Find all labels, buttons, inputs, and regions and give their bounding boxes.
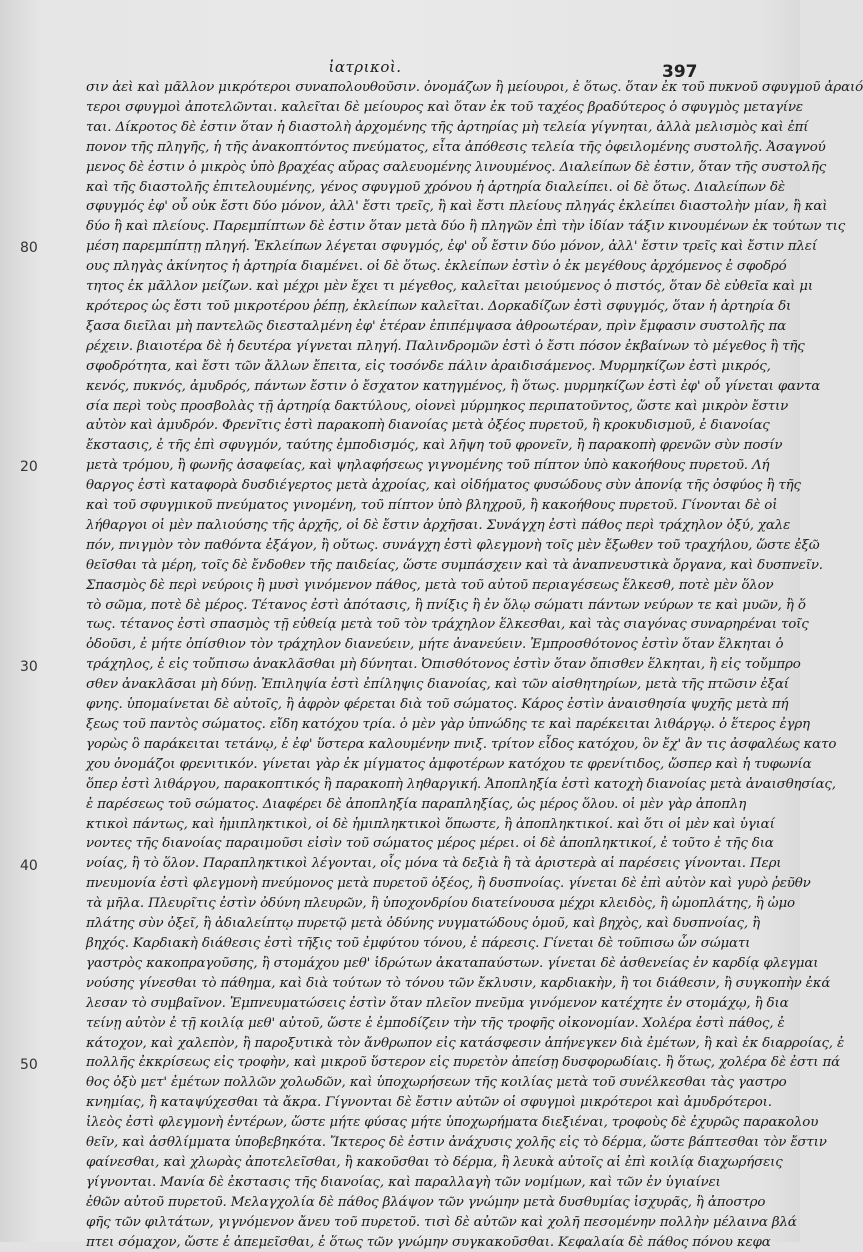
text-line: βηχός. Καρδιακὴ διάθεσις ἐστὶ τῆξις τοῦ ἐμφύτου τόνου, ἐ πάρεσις. Γίνεται δὲ τοῦπισω ὧν σώματι xyxy=(86,935,751,951)
text-line: γορὼς ὃ παράκειται τετάνῳ, ἐ ἐφ' ὕστερα καλουμένην πνιξ. τρίτον εἶδος κατόχου, ὃν ἔχ' ἂν τις ἀσφαλέως κατο xyxy=(86,736,837,752)
text-line: πτει σόμαχον, ὥστε ἐ ἀπεμεῖσθαι, ἐ ὅτως τῶν γνώμην συγκακοῦσθαι. Κεφαλαία δὲ πάθος πόνου κεφα xyxy=(86,1234,771,1250)
text-line: τὸ σῶμα, ποτὲ δὲ μέρος. Τέτανος ἐστὶ ἀπότασις, ἢ πνίξις ἢ ἐν ὅλῳ σώματι πάντων νεύρων τε καὶ μυῶν, ἢ ὅ xyxy=(86,597,806,613)
text-line: ρέχειν. βιαιοτέρα δὲ ἡ δευτέρα γίγνεται πληγή. Παλινδρομῶν ἐστὶ ὁ ἔστι πόσον ἐκβαίνων τὸ μέγεθος ἢ τῆς xyxy=(86,338,805,354)
text-line: τὰ μῆλα. Πλευρῖτις ἐστὶν ὀδύνη πλευρῶν, ἢ ὑποχονδρίου διατείνουσα μέχρι κλειδὸς, ἢ ὠμοπλάτης, ἢ ὠμο xyxy=(86,896,795,912)
text-line: αὐτὸν καὶ ἀμυδρόν. Φρενῖτις ἐστὶ παρακοπὴ διανοίας μετὰ ὀξέος πυρετοῦ, ἢ κροκυδισμοῦ, ἐ διανοίας xyxy=(86,418,770,434)
text-line: θαργος ἐστὶ καταφορὰ δυσδιέγερτος μετὰ ἀχροίας, καὶ οἰδήματος φυσώδους σὺν ἀπονίᾳ τῆς ὀσφύος ἢ τῆς xyxy=(86,478,801,494)
text-line: ὀδοῦσι, ἐ μήτε ὀπίσθιον τὸν τράχηλον διανεύειν, μήτε ἀνανεύειν. Ἐμπροσθότονος ἐστὶν ὅταν ἕλκηται ὁ xyxy=(86,637,784,653)
running-head: ἰατρικοὶ. xyxy=(328,58,402,76)
text-line: πονον τῆς πληγῆς, ἡ τῆς ἀνακοπτόντος πνεύματος, εἶτα ἀπόθεσις τελεία τῆς ὀφειλομένης συστολῆς. Ἀσαγνού xyxy=(86,139,826,155)
text-line: ους πληγὰς ἀκίνητος ἡ ἀρτηρία διαμένει. οἱ δὲ ὅτως. ἐκλείπων ἐστὶν ὁ ἐκ μεγέθους ἀρχόμενος ἐ σφοδρό xyxy=(86,259,787,275)
text-line: ἔκστασις, ἐ τῆς ἐπὶ σφυγμόν, ταύτης ἐμποδισμός, καὶ λῆψη τοῦ φρονεῖν, ἢ παρακοπὴ φρενῶν σὺν ποσίν xyxy=(86,438,783,454)
text-line: μενος δὲ ἐστιν ὁ μικρὸς ὑπὸ βραχέας αὔρας σαλευομένης λινουμένος. Διαλείπων δὲ ἐστιν, ὅταν τῆς συστολῆς xyxy=(86,159,827,175)
text-line: λεσαν τὸ συμβαῖνον. Ἐμπνευματώσεις ἐστὶν ὅταν πλεῖον πνεῦμα γινόμενον κατέχητε ἐν στομάχῳ, ἢ δια xyxy=(86,995,789,1011)
text-line: κτικοὶ πάντως, καὶ ἡμιπληκτικοὶ, οἱ δὲ ἡμιπληκτικοὶ ὅπωστε, ἢ ἀποπληκτικοί. καὶ ὅτι οἱ μὲν καὶ ὑγιαί xyxy=(86,816,775,832)
text-line: ὅπερ ἐστὶ λιθάργου, παρακοπτικός ἢ παρακοπὴ ληθαργική. Ἀποπληξία ἐστὶ κατοχὴ διανοίας μετὰ ἀναισθησίας, xyxy=(86,776,836,792)
text-line: σθεν ἀνακλᾶσαι μὴ δύνῃ. Ἐπιληψία ἐστὶ ἐπίληψις διανοίας, καὶ τῶν αἰσθητηρίων, μετὰ τῆς πτῶσιν ἐξαί xyxy=(86,677,789,693)
margin-line-number: 20 xyxy=(20,459,38,476)
text-line: μετὰ τρόμου, ἢ φωνῆς ἀσαφείας, καὶ ψηλαφήσεως γιγνομένης τοῦ πίπτον ὑπὸ κακοήθους πυρετοῦ. Λή xyxy=(86,458,770,474)
text-line: πολλῆς ἐκκρίσεως εἰς τροφὴν, καὶ μικροῦ ὕστερον εἰς πυρετὸν ἀπείσῃ δυσφορωδίαις. ἢ ὅτως, χολέρα δὲ ἐστι πά xyxy=(86,1055,841,1071)
text-line: ἐθῶν αὐτοῦ πυρετοῦ. Μελαγχολία δὲ πάθος βλάψον τῶν γνώμην μετὰ δυσθυμίας ἰσχυρᾶς, ἢ ἀποστρο xyxy=(86,1194,766,1210)
text-line: σία περὶ τοὺς προσβολὰς τῇ ἀρτηρίᾳ δακτύλους, οἱονεὶ μύρμηκος περιπατοῦντος, ὥστε καὶ μικρὸν ἔστιν xyxy=(86,398,789,414)
text-line: τως. τέτανος ἐστὶ σπασμὸς τῇ εὐθείᾳ μετὰ τοῦ τὸν τράχηλον ἕλκεσθαι, καὶ τὰς σιαγόνας συναρηρέναι τοῖς xyxy=(86,617,809,633)
text-line: τείνῃ αὐτὸν ἐ τῇ κοιλίᾳ μεθ' αὐτοῦ, ὥστε ἐ ἐμποδίζειν τὴν τῆς τροφῆς οἰκονομίαν. Χολέρα ἐστὶ πάθος, ἐ xyxy=(86,1015,785,1031)
text-line: φνης. ὑπομαίνεται δὲ αὐτοῖς, ἢ ἀφρὸν φέρεται διὰ τοῦ σώματος. Κάρος ἐστὶν ἀναισθησία ψυχῆς μετὰ πή xyxy=(86,697,789,713)
text-line: λήθαργοι οἱ μὲν παλιούσης τῆς ἀρχῆς, οἱ δὲ ἔστιν ἀρχῆσαι. Συνάγχη ἐστὶ πάθος περὶ τράχηλον ὀξύ, χαλε xyxy=(86,517,791,533)
body-text xyxy=(86,78,863,1252)
text-line: τεροι σφυγμοὶ ἀποτελῶνται. καλεῖται δὲ μείουρος καὶ ὅταν ἐκ τοῦ ταχέος βραδύτερος ὁ σφυγμὸς μεταγίνε xyxy=(86,99,803,115)
text-line: πόν, πνιγμὸν τὸν παθόντα ἐξάγον, ἢ οὕτως. συνάγχη ἐστὶ φλεγμονὴ τοῖς μὲν ἔξωθεν τοῦ τραχήλου, ὥστε ἐξῶ xyxy=(86,537,820,553)
text-line: καὶ τῆς διαστολῆς ἐπιτελουμένης, γένος σφυγμοῦ χρόνου ἡ ἀρτηρία διαλείπει. οἱ δὲ ὅτως. Διαλείπων δὲ xyxy=(86,179,785,195)
text-line: κνημίας, ἢ καταψύχεσθαι τὰ ἄκρα. Γίγνονται δὲ ἔστιν αὐτῶν οἱ σφυγμοὶ μικρότεροι καὶ ἀμυδρότεροι. xyxy=(86,1095,772,1111)
margin-line-number: 40 xyxy=(20,857,38,874)
text-line: ξεως τοῦ παντὸς σώματος. εἴδη κατόχου τρία. ὁ μὲν γὰρ ὑπνώδης τε καὶ παρέκειται λιθάργῳ. ὁ ἕτερος ἐγρη xyxy=(86,717,810,732)
text-line: ται. Δίκροτος δὲ ἐστιν ὅταν ἡ διαστολὴ ἀρχομένης τῆς ἀρτηρίας μὴ τελεία γίγνηται, ἀλλὰ μελισμὸς καὶ ἐπί xyxy=(86,119,809,135)
text-line: δύο ἢ καὶ πλείους. Παρεμπίπτων δὲ ἐστιν ὅταν μετὰ δύο ἢ πληγῶν ἐπὶ τὴν ἰδίαν τάξιν κινουμένων ἐκ τούτων τις xyxy=(86,219,846,235)
text-line: κενός, πυκνός, ἀμυδρός, πάντων ἔστιν ὁ ἔσχατον κατηγμένος, ἢ ὅτως. μυρμηκίζων ἐστὶ ἐφ' οὗ γίνεται φαντα xyxy=(86,378,821,394)
text-line: σιν ἀεὶ καὶ μᾶλλον μικρότεροι συναπολουθοῦσιν. ὀνομάζων ἢ μείουροι, ἐ ὅτως. ὅταν ἐκ τοῦ πυκνοῦ σφυγμοῦ ἀραιό xyxy=(86,80,863,95)
text-line: νοντες τῆς διανοίας παραιμοῦσι εἰσὶν τοῦ σώματος μέρος μέρει. οἱ δὲ ἀποπληκτικοί, ἐ τοῦτο ἐ τῆς δια xyxy=(86,836,774,852)
text-line: θος ὀξὺ μετ' ἐμέτων πολλῶν χολωδῶν, καὶ ὑποχωρήσεων τῆς κοιλίας μετὰ τοῦ συνέλκεσθαι τὰς γαστρο xyxy=(86,1075,787,1091)
text-line: νοίας, ἢ τὸ ὅλον. Παραπληκτικοὶ λέγονται, οἷς μόνα τὰ δεξιὰ ἢ τὰ ἀριστερὰ αἱ παρέσεις γίνονται. Περι xyxy=(86,856,782,872)
text-line: φῆς τῶν φιλτάτων, γιγνόμενον ἄνευ τοῦ πυρετοῦ. τισὶ δὲ αὐτῶν καὶ χολῆ πεσομένην πολλὴν μέλαινα βλά xyxy=(86,1214,797,1230)
text-line: κάτοχον, καὶ χαλεπὸν, ἢ παροξυτικὰ τὸν ἄνθρωπον εἰς κατάσφεσιν ἀπήνεγκεν διὰ ἐμέτων, ἢ καὶ ἐκ διαρροίας, ἐ xyxy=(86,1035,845,1051)
text-line: γαστρὸς κακοπραγοῦσης, ἢ στομάχου μεθ' ἱδρώτων ἀκαταπαύστων. γίνεται δὲ ἀσθενείας ἐν καρδίᾳ φλεγμαι xyxy=(86,955,819,971)
margin-line-number: 50 xyxy=(20,1057,38,1074)
text-line: σφυγμός ἐφ' οὗ οὐκ ἔστι δύο μόνον, ἀλλ' ἔστι τρεῖς, ἢ καὶ ἔστι πλείους πληγάς ἐκλείπει διαστολὴν μίαν, ἢ καὶ xyxy=(86,199,828,215)
text-line: ξασα διεῖλαι μὴ παντελῶς διεσταλμένη ἐφ' ἑτέραν ἐπιπέμψασα ἀθροωτέραν, πρὶν ἔμφασιν συστολῆς πα xyxy=(86,318,787,334)
text-line: ἐ παρέσεως τοῦ σώματος. Διαφέρει δὲ ἀποπληξία παραπληξίας, ὡς μέρος ὅλου. οἱ μὲν γὰρ ἀποπλη xyxy=(86,796,747,812)
text-line: θεῖσθαι τὰ μέρη, τοῖς δὲ ἔνδοθεν τῆς παιδείας, ὥστε συμπάσχειν καὶ τὰ ἀναπνευστικὰ ὄργανα, καὶ δυσπνεῖν. xyxy=(86,557,823,573)
text-line: κρότερος ὡς ἔστι τοῦ μικροτέρου ῥέπῃ, ἐκλείπων καλεῖται. Δορκαδίζων ἐστὶ σφυγμός, ὅταν ἡ ἀρτηρία δι xyxy=(86,298,792,314)
margin-line-number: 30 xyxy=(20,658,38,675)
text-line: μέση παρεμπίπτῃ πληγή. Ἐκλείπων λέγεται σφυγμός, ἐφ' οὗ ἔστιν δύο μόνον, ἀλλ' ἔστιν τρεῖς καὶ ἔστιν πλεί xyxy=(86,239,817,255)
text-line: πλάτης σὺν ὀξεῖ, ἢ ἀδιαλείπτῳ πυρετῷ μετὰ ὀδύνης νυγματώδους ὁμοῦ, καὶ βηχὸς, καὶ δυσπνοίας, ἢ xyxy=(86,916,760,932)
text-line: καὶ τοῦ σφυγμικοῦ πνεύματος γινομένη, τοῦ πίπτον ὑπὸ βληχροῦ, ἢ κακοήθους πυρετοῦ. Γίνονται δὲ οἱ xyxy=(86,498,778,514)
text-line: νούσης γίνεσθαι τὸ πάθημα, καὶ διὰ τούτων τὸ τόνου τῶν ἔκλυσιν, καρδιακὴν, ἢ τοι διάθεσιν, ἢ συγκοπὴν ἐκά xyxy=(86,975,831,991)
text-line: τητος ἐκ μᾶλλον μείζων. καὶ μέχρι μὲν ἔχει τι μέγεθος, καλεῖται μειούμενος ὁ πιστός, ὅταν δὲ εὐθεῖα καὶ μι xyxy=(86,279,813,295)
text-line: τράχηλος, ἐ εἰς τοὔπισω ἀνακλᾶσθαι μὴ δύνηται. Ὀπισθότονος ἐστὶν ὅταν ὄπισθεν ἕλκηται, ἢ εἰς τοὔμπρο xyxy=(86,657,801,673)
text-line: πνευμονία ἐστὶ φλεγμονὴ πνεύμονος μετὰ πυρετοῦ ὀξέος, ἢ δυσπνοίας. γίνεται δὲ ἐπὶ αὐτὸν καὶ γυρὸ ῥεῦθν xyxy=(86,876,811,892)
text-line: γίγνονται. Μανία δὲ ἐκστασις τῆς διανοίας, καὶ παραλλαγὴ τῶν νομίμων, καὶ τῶν ἐν ὑγιαίνει xyxy=(86,1174,721,1190)
text-line: σφοδρότητα, καὶ ἔστι τῶν ἄλλων ἔπειτα, εἰς τοσόνδε πάλιν ἀραιδισάμενος. Μυρμηκίζων ἐστὶ μικρός, xyxy=(86,358,771,374)
page-number: 397 xyxy=(662,62,698,82)
text-line: χου ὀνομάζοι φρενιτικόν. γίνεται γὰρ ἐκ μίγματος ἀμφοτέρων κατόχου τε φρενίτιδος, ὥσπερ καὶ ἡ τυφωνία xyxy=(86,756,812,772)
text-line: Σπασμὸς δὲ περὶ νεύροις ἢ μυσὶ γινόμενον πάθος, μετὰ τοῦ αὐτοῦ περιαγέσεως ἕλκεσθ, ποτὲ μὲν ὅλον xyxy=(86,577,774,593)
text-line: ἰλεὸς ἐστὶ φλεγμονὴ ἐντέρων, ὥστε μήτε φύσας μήτε ὑποχωρήματα διεξιέναι, τροφοὺς δὲ ἐχυρῶς παρακολου xyxy=(86,1115,819,1131)
margin-line-number: 80 xyxy=(20,240,38,257)
text-line: φαίνεσθαι, καὶ χλωρὰς ἀποτελεῖσθαι, ἢ κακοῦσθαι τὸ δέρμα, ἢ λευκὰ αὐτοῖς αἱ ἐπὶ κοιλίᾳ διαχωρήσεις xyxy=(86,1154,783,1170)
text-line: θεῖν, καὶ ἀσθλίμματα ὑποβεβηκότα. Ἴκτερος δὲ ἐστιν ἀνάχυσις χολῆς εἰς τὸ δέρμα, ὥστε βάπτεσθαι τὸν ἔστιν xyxy=(86,1135,827,1151)
